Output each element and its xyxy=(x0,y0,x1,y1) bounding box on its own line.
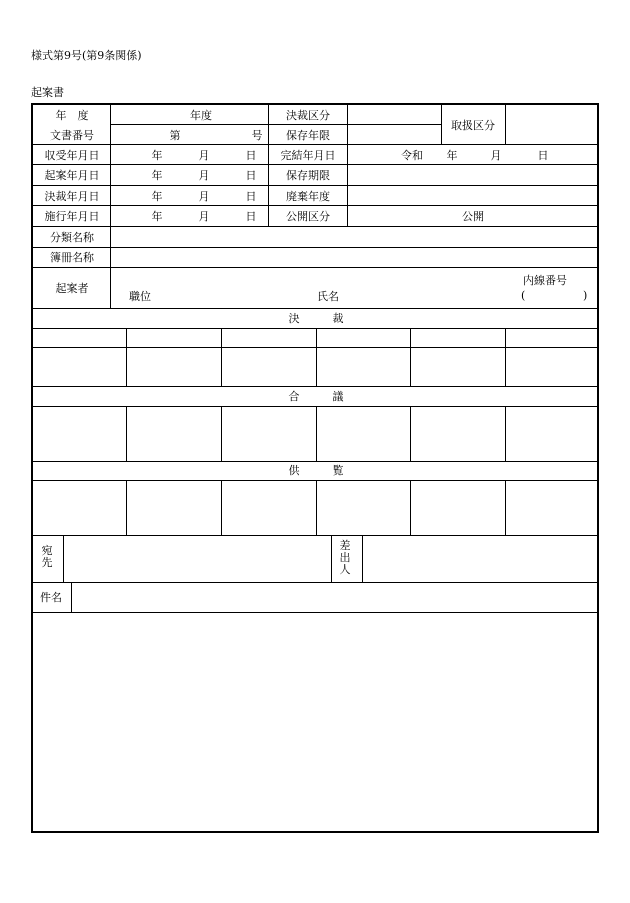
naisen-paren-open: ( xyxy=(521,289,526,302)
naisen-paren-close: ) xyxy=(583,289,588,302)
rule xyxy=(505,406,506,461)
kenmei-label: 件名 xyxy=(40,591,62,604)
kanketsu-year: 年 xyxy=(446,149,458,162)
rule xyxy=(33,461,599,462)
rule xyxy=(33,205,599,206)
rule xyxy=(362,535,363,582)
rule xyxy=(410,480,411,535)
rule xyxy=(505,105,506,144)
kessai-month: 月 xyxy=(198,190,210,203)
atesaki-label: 宛先 xyxy=(41,544,53,569)
reiwa-era: 令和 xyxy=(401,149,423,162)
rule xyxy=(221,328,222,386)
rule xyxy=(33,247,599,248)
shokui-label: 職位 xyxy=(129,290,151,303)
rule xyxy=(221,480,222,535)
shimei-label: 氏名 xyxy=(317,290,339,303)
jukyu-date-label: 収受年月日 xyxy=(44,149,100,162)
rule xyxy=(316,328,317,386)
shiko-day: 日 xyxy=(245,210,257,223)
rule xyxy=(111,124,441,125)
rule xyxy=(33,582,599,583)
rule xyxy=(316,480,317,535)
rule xyxy=(71,582,72,612)
rule xyxy=(410,406,411,461)
rule xyxy=(126,480,127,535)
rule xyxy=(33,226,599,227)
kanketsu-day: 日 xyxy=(537,149,549,162)
kian-year: 年 xyxy=(151,169,163,182)
nendo-label: 年 度 xyxy=(55,109,89,122)
rule xyxy=(63,535,64,582)
rule xyxy=(33,386,599,387)
rule xyxy=(347,105,348,226)
kessai-section-header: 決 裁 xyxy=(288,312,344,325)
form-number: 様式第9号(第9条関係) xyxy=(31,49,142,62)
haiki-nendo-label: 廃棄年度 xyxy=(286,190,330,203)
shiko-date-label: 施行年月日 xyxy=(44,210,100,223)
bunsho-go: 号 xyxy=(251,129,263,142)
kyoran-section-header: 供 覧 xyxy=(288,464,344,477)
rule xyxy=(33,185,599,186)
bunsho-dai: 第 xyxy=(169,129,181,142)
hozon-nengen-label: 保存年限 xyxy=(286,129,330,142)
jukyu-day: 日 xyxy=(245,149,257,162)
rule xyxy=(410,328,411,386)
kessai-date-label: 決裁年月日 xyxy=(44,190,100,203)
kian-day: 日 xyxy=(245,169,257,182)
kokai-value: 公開 xyxy=(462,210,484,223)
rule xyxy=(33,144,599,145)
rule xyxy=(505,328,506,386)
jukyu-year: 年 xyxy=(151,149,163,162)
rule xyxy=(441,105,442,144)
kanketsu-month: 月 xyxy=(490,149,502,162)
hozon-kigen-label: 保存期限 xyxy=(286,169,330,182)
document-title: 起案書 xyxy=(31,86,64,99)
kessai-year: 年 xyxy=(151,190,163,203)
kanketsu-date-label: 完結年月日 xyxy=(280,149,336,162)
rule xyxy=(505,480,506,535)
kessai-kubun-label: 決裁区分 xyxy=(286,109,330,122)
rule xyxy=(110,105,111,308)
jukyu-month: 月 xyxy=(198,149,210,162)
sashidashinin-label: 差出人 xyxy=(339,539,351,576)
rule xyxy=(33,308,599,309)
rule xyxy=(268,105,269,226)
bosatsu-meisho-label: 簿冊名称 xyxy=(50,251,94,264)
toriatsukai-kubun-label: 取扱区分 xyxy=(451,119,495,132)
nendo-value: 年度 xyxy=(190,109,212,122)
shiko-month: 月 xyxy=(198,210,210,223)
gougi-section-header: 合 議 xyxy=(288,390,344,403)
kian-month: 月 xyxy=(198,169,210,182)
naisen-bango-label: 内線番号 xyxy=(523,274,567,287)
bunrui-meisho-label: 分類名称 xyxy=(50,231,94,244)
kian-date-label: 起案年月日 xyxy=(44,169,100,182)
rule xyxy=(126,406,127,461)
bunsho-bango-label: 文書番号 xyxy=(50,129,94,142)
shiko-year: 年 xyxy=(151,210,163,223)
kiansha-label: 起案者 xyxy=(55,282,89,295)
approval-form xyxy=(31,103,599,833)
rule xyxy=(33,164,599,165)
kokai-kubun-label: 公開区分 xyxy=(286,210,330,223)
kessai-day: 日 xyxy=(245,190,257,203)
rule xyxy=(33,267,599,268)
rule xyxy=(33,612,599,613)
rule xyxy=(221,406,222,461)
rule xyxy=(331,535,332,582)
rule xyxy=(126,328,127,386)
rule xyxy=(33,535,599,536)
rule xyxy=(316,406,317,461)
